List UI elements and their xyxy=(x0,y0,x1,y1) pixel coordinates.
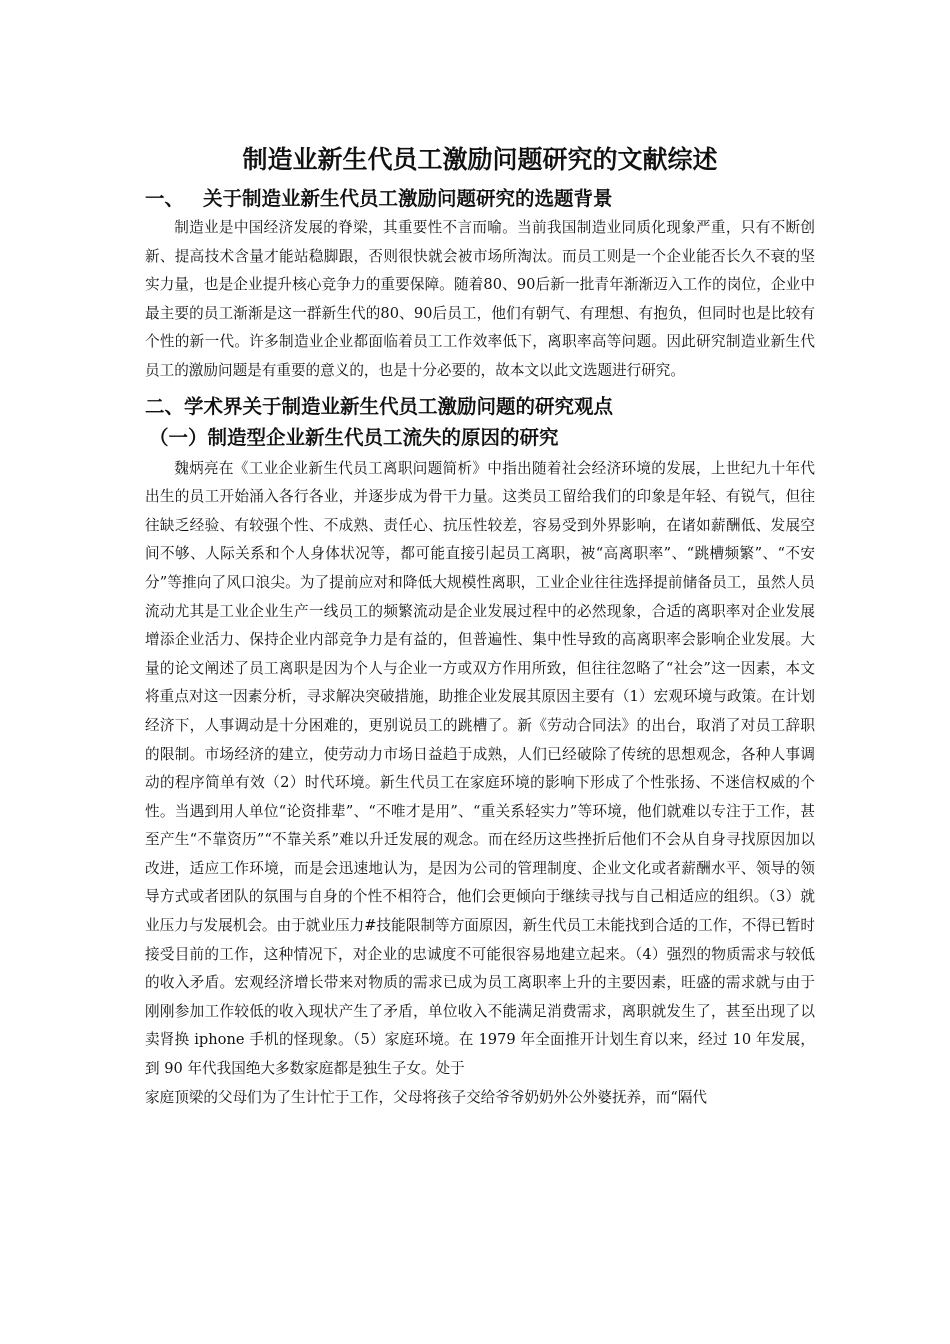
subsection-1-paragraph: 魏炳亮在《工业企业新生代员工离职问题简析》中指出随着社会经济环境的发展，上世纪九十年代出生的员工开始涌入各行各业，并逐步成为骨干力量。这类员工留给我们的印象是年轻、有锐气，但往往缺乏经验、有较强个性、不成熟、责任心、抗压性较差，容易受到外界影响，在诸如薪酬低、发展空间不够、人际关系和个人身体状况等，都可能直接引起员工离职，被“高离职率”、“跳槽频繁”、“不安分”等推向了风口浪尖。为了提前应对和降低大规模性离职，工业企业往往选择提前储备员工，虽然人员流动尤其是工业企业生产一线员工的频繁流动是企业发展过程中的必然现象，合适的离职率对企业发展增添企业活力、保持企业内部竞争力是有益的，但普遍性、集中性导致的高离职率会影响企业发展。大量的论文阐述了员工离职是因为个人与企业一方或双方作用所致，但往往忽略了“社会”这一因素，本文将重点对这一因素分析，寻求解决突破措施，助推企业发展其原因主要有（1）宏观环境与政策。在计划经济下，人事调动是十分困难的，更别说员工的跳槽了。新《劳动合同法》的出台，取消了对员工辞职的限制。市场经济的建立，使劳动力市场日益趋于成熟，人们已经破除了传统的思想观念，各种人事调动的程序简单有效（2）时代环境。新生代员工在家庭环境的影响下形成了个性张扬、不迷信权威的个性。当遇到用人单位“论资排辈”、“不唯才是用”、“重关系轻实力”等环境，他们就难以专注于工作，甚至产生“不靠资历”“不靠关系”难以升迁发展的观念。而在经历这些挫折后他们不会从自身寻找原因加以改进，适应工作环境，而是会迅速地认为，是因为公司的管理制度、企业文化或者薪酬水平、领导的领导方式或者团队的氛围与自身的个性不相符合，他们会更倾向于继续寻找与自己相适应的组织。（3）就业压力与发展机会。由于就业压力#技能限制等方面原因，新生代员工未能找到合适的工作，不得已暂时接受目前的工作，这种情况下，对企业的忠诚度不可能很容易地建立起来。（4）强烈的物质需求与较低的收入矛盾。宏观经济增长带来对物质的需求已成为员工离职率上升的主要因素，旺盛的需求就与由于刚刚参加工作较低的收入现状产生了矛盾，单位收入不能满足消费需求，离职就发生了，甚至出现了以卖肾换 iphone 手机的怪现象。（5）家庭环境。在 1979 年全面推开计划生育以来，经过 10 年发展，到 90 年代我国绝大多数家庭都是独生子女。处于 xyxy=(145,459,815,1078)
section-1-heading-text: 关于制造业新生代员工激励问题研究的选题背景 xyxy=(203,187,613,210)
section-1-heading xyxy=(145,184,815,214)
subsection-1-paragraph-tail: 家庭顶梁的父母们为了生计忙于工作，父母将孩子交给爷爷奶奶外公外婆抚养，而“隔代 xyxy=(145,1088,708,1106)
subsection-1-heading: （一）制造型企业新生代员工流失的原因的研究 xyxy=(149,425,559,449)
document-title: 制造业新生代员工激励问题研究的文献综述 xyxy=(242,145,718,174)
section-1-number: 一、 xyxy=(145,187,185,210)
section-2-heading: 二、学术界关于制造业新生代员工激励问题的研究观点 xyxy=(145,394,614,418)
section-1-paragraph: 制造业是中国经济发展的脊梁，其重要性不言而喻。当前我国制造业同质化现象严重，只有不断创新、提高技术含量才能站稳脚跟，否则很快就会被市场所淘汰。而员工则是一个企业能否长久不衰的坚实力量，也是企业提升核心竞争力的重要保障。随着80、90后新一批青年渐渐迈入工作的岗位，企业中最主要的员工渐渐是这一群新生代的80、90后员工，他们有朝气、有理想、有抱负，但同时也是比较有个性的新一代。许多制造业企业都面临着员工工作效率低下，离职率高等问题。因此研究制造业新生代员工的激励问题是有重要的意义的，也是十分必要的，故本文以此文选题进行研究。 xyxy=(145,219,815,379)
document-page xyxy=(145,140,815,1112)
